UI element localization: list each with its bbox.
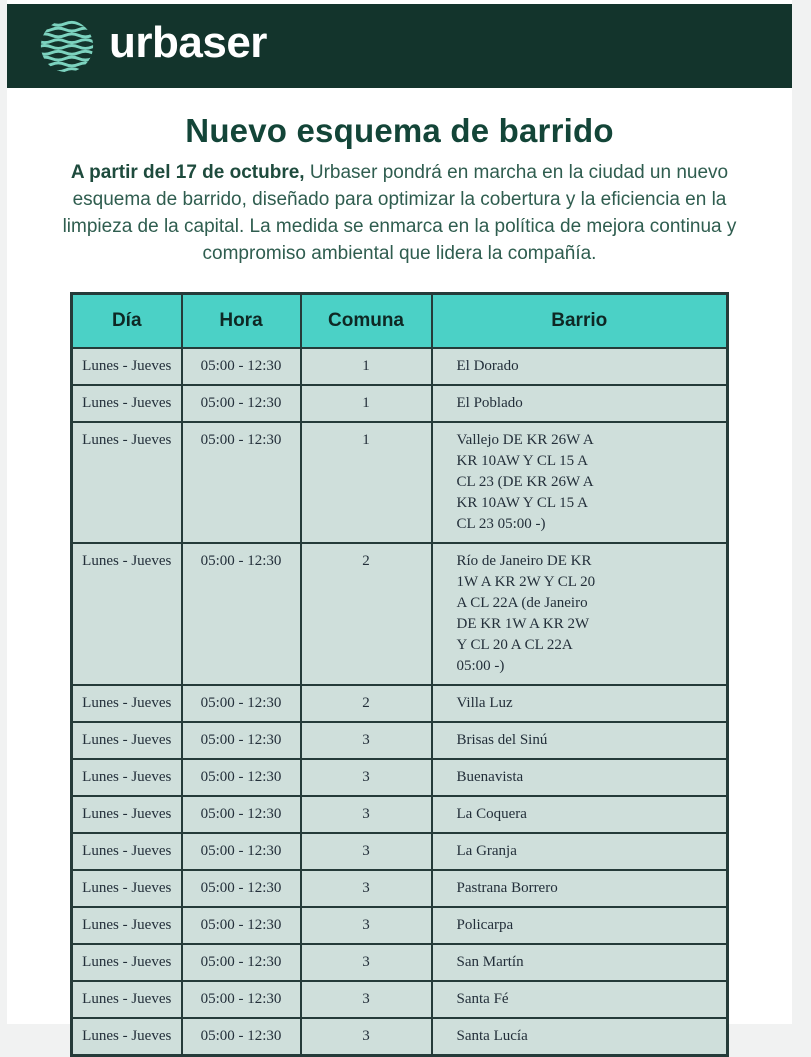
cell-barrio-text: Santa Fé xyxy=(456,990,509,1007)
cell-barrio-text: La Granja xyxy=(456,842,517,859)
table-row xyxy=(72,543,728,685)
cell-barrio xyxy=(432,385,728,422)
table-row xyxy=(72,422,728,543)
cell-barrio-text: Pastrana Borrero xyxy=(456,879,558,896)
table-row xyxy=(72,907,728,944)
cell-dia: Lunes - Jueves xyxy=(72,385,182,422)
cell-hora: 05:00 - 12:30 xyxy=(182,543,301,685)
cell-comuna: 2 xyxy=(301,685,432,722)
cell-hora: 05:00 - 12:30 xyxy=(182,796,301,833)
schedule-table-header xyxy=(72,293,728,348)
cell-comuna: 1 xyxy=(301,348,432,385)
cell-hora: 05:00 - 12:30 xyxy=(182,422,301,543)
header-row xyxy=(72,293,728,348)
cell-barrio xyxy=(432,796,728,833)
cell-hora: 05:00 - 12:30 xyxy=(182,722,301,759)
cell-barrio-text: El Dorado xyxy=(456,357,519,374)
cell-comuna: 3 xyxy=(301,944,432,981)
cell-barrio-text: Río de Janeiro DE KR 1W A KR 2W Y CL 20 A CL 22A (de Janeiro DE KR 1W A KR 2W Y CL 20 A CL 22A 05:00 -) xyxy=(456,552,596,674)
cell-barrio xyxy=(432,422,728,543)
cell-comuna: 3 xyxy=(301,907,432,944)
intro-text: Urbaser pondrá en marcha en la ciudad un nuevo esquema de barrido, diseñado para optimizar la cobertura y la eficiencia en la limpieza de la capital. La medida se enmarca en la política de mejora continua y compromiso ambiental que lidera la compañía. xyxy=(62,162,737,264)
table-row xyxy=(72,944,728,981)
table-row xyxy=(72,981,728,1018)
cell-barrio-text: Policarpa xyxy=(456,916,514,933)
cell-barrio xyxy=(432,981,728,1018)
urbaser-globe-icon xyxy=(38,17,96,75)
page-title: Nuevo esquema de barrido xyxy=(185,112,614,149)
cell-hora: 05:00 - 12:30 xyxy=(182,870,301,907)
cell-barrio-text: Vallejo DE KR 26W A KR 10AW Y CL 15 A CL 23 (DE KR 26W A KR 10AW Y CL 15 A CL 23 05:00 -) xyxy=(456,431,593,532)
page xyxy=(7,0,792,1044)
header-bar xyxy=(7,4,792,88)
table-row xyxy=(72,796,728,833)
table-row xyxy=(72,722,728,759)
cell-barrio-text: Brisas del Sinú xyxy=(456,731,548,748)
cell-barrio-text: Santa Lucía xyxy=(456,1027,528,1044)
column-header-comuna: Comuna xyxy=(301,293,432,348)
urbaser-logo xyxy=(38,17,267,75)
cell-barrio xyxy=(432,722,728,759)
cell-barrio xyxy=(432,348,728,385)
cell-dia: Lunes - Jueves xyxy=(72,833,182,870)
cell-dia: Lunes - Jueves xyxy=(72,543,182,685)
intro-paragraph xyxy=(52,160,747,268)
table-row xyxy=(72,348,728,385)
cell-comuna: 3 xyxy=(301,1018,432,1056)
cell-dia: Lunes - Jueves xyxy=(72,1018,182,1056)
cell-hora: 05:00 - 12:30 xyxy=(182,759,301,796)
cell-dia: Lunes - Jueves xyxy=(72,944,182,981)
cell-comuna: 3 xyxy=(301,833,432,870)
cell-barrio xyxy=(432,944,728,981)
cell-hora: 05:00 - 12:30 xyxy=(182,1018,301,1056)
cell-dia: Lunes - Jueves xyxy=(72,722,182,759)
logo-wordmark: urbaser xyxy=(109,18,267,67)
table-row xyxy=(72,870,728,907)
cell-dia: Lunes - Jueves xyxy=(72,981,182,1018)
cell-barrio-text: La Coquera xyxy=(456,805,527,822)
cell-barrio xyxy=(432,870,728,907)
cell-dia: Lunes - Jueves xyxy=(72,759,182,796)
cell-comuna: 2 xyxy=(301,543,432,685)
cell-dia: Lunes - Jueves xyxy=(72,422,182,543)
cell-dia: Lunes - Jueves xyxy=(72,870,182,907)
column-header-hora: Hora xyxy=(182,293,301,348)
cell-dia: Lunes - Jueves xyxy=(72,685,182,722)
cell-dia: Lunes - Jueves xyxy=(72,907,182,944)
table-row xyxy=(72,385,728,422)
cell-hora: 05:00 - 12:30 xyxy=(182,385,301,422)
cell-hora: 05:00 - 12:30 xyxy=(182,685,301,722)
column-header-barrio: Barrio xyxy=(432,293,728,348)
cell-barrio xyxy=(432,685,728,722)
column-header-dia: Día xyxy=(72,293,182,348)
cell-barrio xyxy=(432,907,728,944)
cell-barrio xyxy=(432,543,728,685)
cell-hora: 05:00 - 12:30 xyxy=(182,907,301,944)
cell-comuna: 3 xyxy=(301,759,432,796)
cell-dia: Lunes - Jueves xyxy=(72,796,182,833)
cell-hora: 05:00 - 12:30 xyxy=(182,348,301,385)
cell-comuna: 3 xyxy=(301,796,432,833)
cell-barrio-text: Villa Luz xyxy=(456,694,513,711)
cell-barrio-text: Buenavista xyxy=(456,768,524,785)
cell-hora: 05:00 - 12:30 xyxy=(182,833,301,870)
cell-barrio xyxy=(432,759,728,796)
cell-comuna: 3 xyxy=(301,981,432,1018)
schedule-table xyxy=(70,292,729,1057)
table-row xyxy=(72,759,728,796)
cell-barrio-text: El Poblado xyxy=(456,394,523,411)
cell-comuna: 3 xyxy=(301,722,432,759)
cell-comuna: 1 xyxy=(301,422,432,543)
cell-barrio xyxy=(432,833,728,870)
schedule-table-body xyxy=(72,348,728,1056)
cell-comuna: 1 xyxy=(301,385,432,422)
cell-barrio-text: San Martín xyxy=(456,953,524,970)
table-row xyxy=(72,685,728,722)
cell-comuna: 3 xyxy=(301,870,432,907)
cell-hora: 05:00 - 12:30 xyxy=(182,981,301,1018)
cell-dia: Lunes - Jueves xyxy=(72,348,182,385)
cell-hora: 05:00 - 12:30 xyxy=(182,944,301,981)
table-row xyxy=(72,833,728,870)
intro-date-highlight: A partir del 17 de octubre, xyxy=(70,162,305,183)
